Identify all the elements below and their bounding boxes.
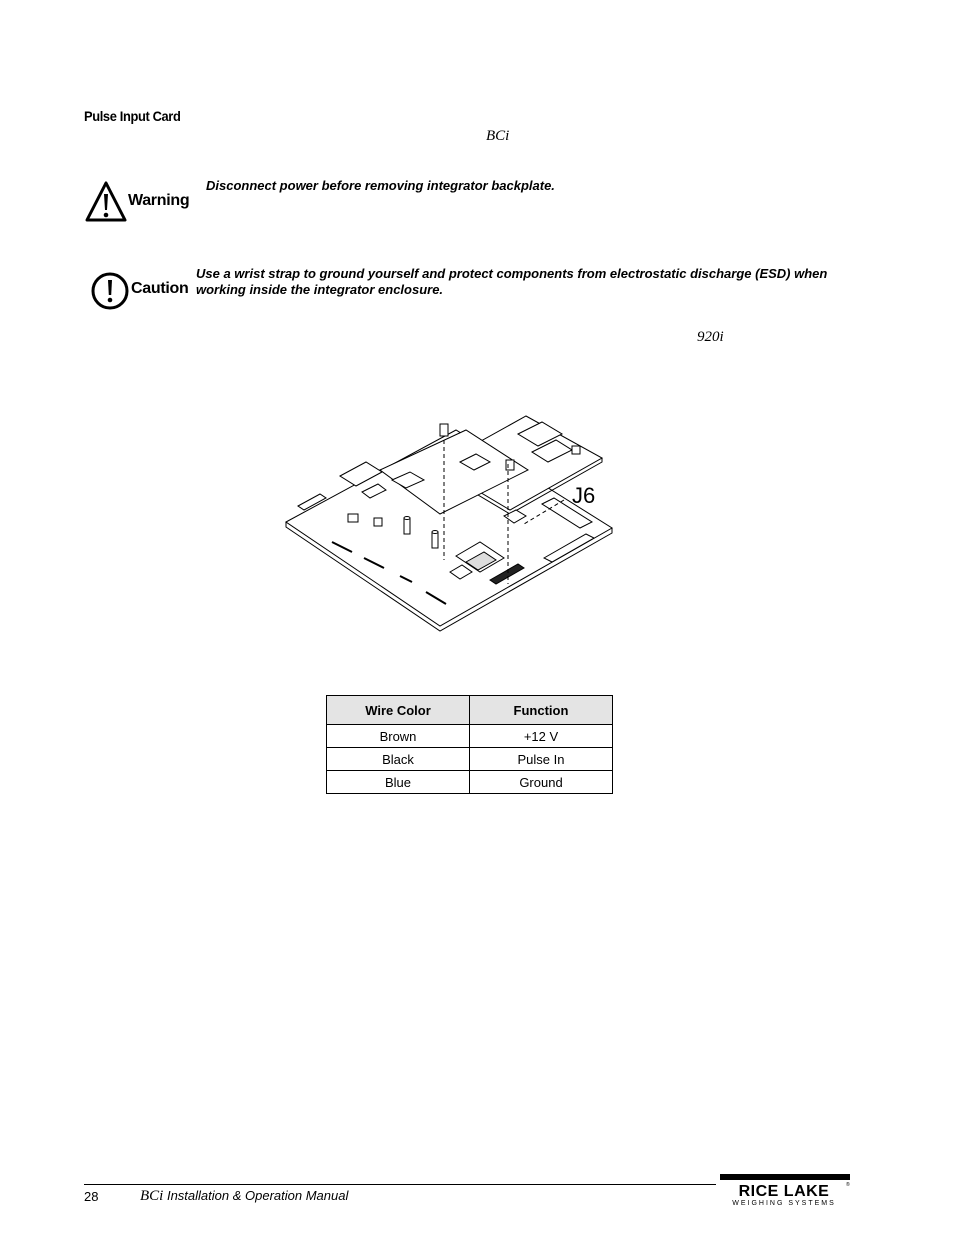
footer-rule	[84, 1184, 716, 1185]
header-function: Function	[470, 696, 613, 725]
caution-text: Use a wrist strap to ground yourself and protect components from electrostatic discharge (ESD) when working inside the integrator enclosure.	[196, 266, 828, 297]
footer-manual-title	[140, 1188, 348, 1205]
function-cell: +12 V	[470, 725, 613, 748]
wire-color-cell: Black	[327, 748, 470, 771]
logo-name: RICE LAKE	[738, 1183, 830, 1200]
footer-product: BCi	[140, 1188, 164, 1204]
section-heading: Pulse Input Card	[84, 108, 181, 124]
rice-lake-logo	[720, 1172, 852, 1208]
wire-color-cell: Blue	[327, 771, 470, 794]
function-cell: Pulse In	[470, 748, 613, 771]
table-row	[327, 748, 613, 771]
function-cell: Ground	[470, 771, 613, 794]
wire-color-table	[326, 695, 613, 794]
wire-color-cell: Brown	[327, 725, 470, 748]
pulse-card-board-figure	[280, 410, 620, 640]
warning-icon	[84, 180, 128, 224]
warning-label: Warning	[128, 192, 190, 209]
page-number: 28	[84, 1189, 99, 1204]
registered-mark-icon: ®	[846, 1182, 850, 1188]
caution-label: Caution	[131, 280, 189, 297]
table-header-row	[327, 696, 613, 725]
intro-product-fragment: BCi	[486, 128, 510, 144]
logo-tagline: WEIGHING SYSTEMS	[732, 1200, 836, 1207]
install-product-fragment: 920i	[697, 329, 724, 345]
caution-icon	[90, 271, 130, 311]
table-row	[327, 771, 613, 794]
j6-label: J6	[572, 483, 596, 508]
header-wire-color: Wire Color	[327, 696, 470, 725]
footer-manual-name: Installation & Operation Manual	[166, 1188, 349, 1203]
table-row	[327, 725, 613, 748]
warning-text: Disconnect power before removing integrator backplate.	[206, 178, 555, 193]
